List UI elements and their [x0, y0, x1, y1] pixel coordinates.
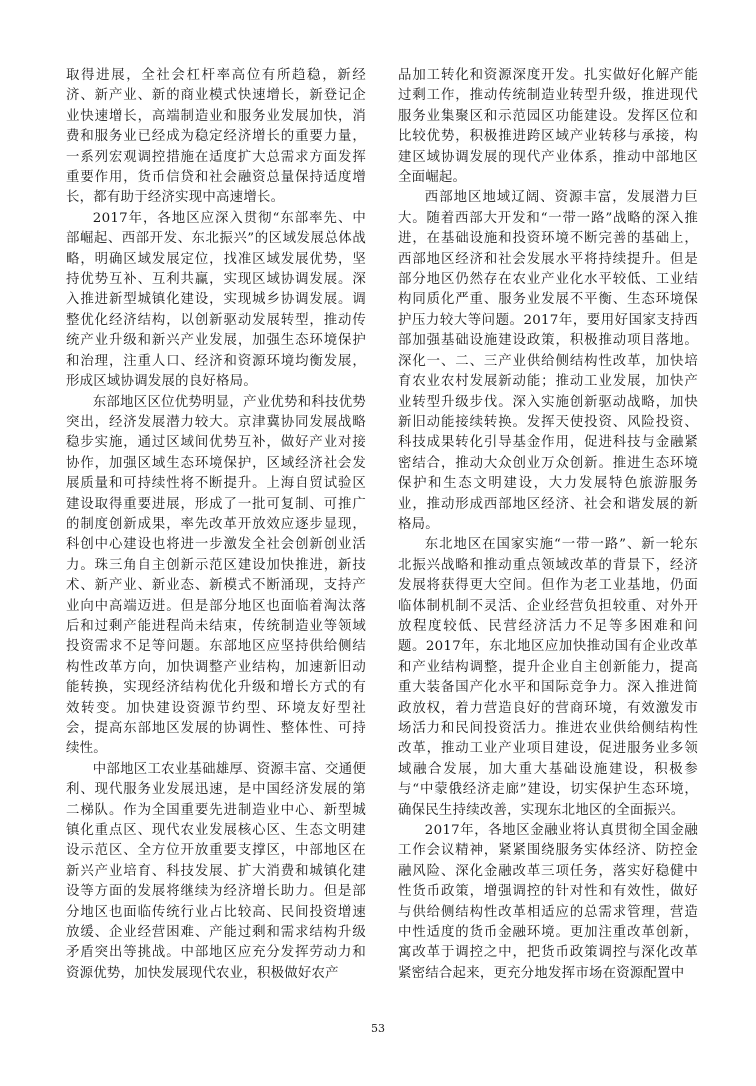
left-paragraph-4: 中部地区工农业基础雄厚、资源丰富、交通便利、现代服务业发展迅速，是中国经济发展的第二梯队。作为全国重要先进制造业中心、新型城镇化重点区、现代农业发展核心区、生态文明建设示范区、全方位开放重要支撑区，中部地区在新兴产业培育、科技发展、扩大消费和城镇化建设等方面的发展将继续为经济增长助力。但是部分地区也面临传统行业占比较高、民间投资增速放缓、企业经营困难、产能过剩和需求结构升级矛盾突出等挑战。中部地区应充分发挥劳动力和资源优势，加快发展现代农业，积极做好农产: [66, 761, 366, 981]
right-paragraph-3: 东北地区在国家实施“一带一路”、新一轮东北振兴战略和推动重点领域改革的背景下，经济发展将获得更大空间。但作为老工业基地，仍面临体制机制不灵活、企业经营负担较重、对外开放程度较低、民营经济活力不足等多困难和问题。2017年，东北地区应加快推动国有企业改革和产业结构调整，提升企业自主创新能力，提高重大装备国产化水平和国际竞争力。深入推进简政放权，着力营造良好的营商环境，有效激发市场活力和民间投资活力。推进农业供给侧结构性改革，推动工业产业项目建设，促进服务业多领域融合发展，加大重大基础设施建设，积极参与“中蒙俄经济走廊”建设，切实保护生态环境，确保民生持续改善，实现东北地区的全面振兴。: [398, 537, 698, 818]
left-paragraph-1: 取得进展，全社会杠杆率高位有所趋稳，新经济、新产业、新的商业模式快速增长，新登记企业快速增长，高端制造业和服务业发展加快，消费和服务业已经成为稳定经济增长的重要力量，一系列宏观调控措施在适度扩大总需求方面发挥重要作用，货币信贷和社会融资总量保持适度增长，都有助于经济实现中高速增长。: [66, 68, 366, 206]
page-number: 53: [371, 1022, 385, 1035]
right-paragraph-4: 2017年，各地区金融业将认真贯彻全国金融工作会议精神，紧紧围绕服务实体经济、防控金融风险、深化金融改革三项任务，落实好稳健中性货币政策，增强调控的针对性和有效性，做好与供给侧结构性改革相适应的总需求管理，营造中性适度的货币金融环境。更加注重改革创新，寓改革于调控之中，把货币政策调控与深化改革紧密结合起来，更充分地发挥市场在资源配置中: [398, 823, 698, 981]
left-paragraph-3: 东部地区区位优势明显，产业优势和科技优势突出，经济发展潜力较大。京津冀协同发展战略稳步实施，通过区域间优势互补，做好产业对接协作，加强区域生态环境保护，区域经济社会发展质量和可持续性将不断提升。上海自贸试验区建设取得重要进展，形成了一批可复制、可推广的制度创新成果，率先改革开放效应逐步显现，科创中心建设也将进一步激发全社会创新创业活力。珠三角自主创新示范区建设加快推进，新技术、新产业、新业态、新模式不断涌现，支持产业向中高端迈进。但是部分地区也面临着淘汰落后和过剩产能进程尚未结束，传统制造业等领域投资需求不足等问题。东部地区应坚持供给侧结构性改革方向，加快调整产业结构，加速新旧动能转换，实现经济结构优化升级和增长方式的有效转变。加快建设资源节约型、环境友好型社会，提高东部地区发展的协调性、整体性、可持续性。: [66, 394, 366, 757]
left-paragraph-2: 2017年，各地区应深入贯彻“东部率先、中部崛起、西部开发、东北振兴”的区域发展总体战略，明确区域发展定位，找准区域发展优势，坚持优势互补、互利共赢，实现区域协调发展。深入推进新型城镇化建设，实现城乡协调发展。调整优化经济结构，以创新驱动发展转型，推动传统产业升级和新兴产业发展，加强生态环境保护和治理，注重人口、经济和资源环境均衡发展，形成区域协调发展的良好格局。: [66, 210, 366, 390]
right-column: [398, 66, 698, 984]
right-paragraph-1: 品加工转化和资源深度开发。扎实做好化解产能过剩工作，推动传统制造业转型升级，推进现代服务业集聚区和示范园区功能建设。发挥区位和比较优势，积极推进跨区域产业转移与承接，构建区域协调发展的现代产业体系，推动中部地区全面崛起。: [398, 68, 698, 186]
right-paragraph-2: 西部地区地域辽阔、资源丰富，发展潜力巨大。随着西部大开发和“一带一路”战略的深入推进，在基础设施和投资环境不断完善的基础上，西部地区经济和社会发展水平将持续提升。但是部分地区仍然存在农业产业化水平较低、工业结构同质化严重、服务业发展不平衡、生态环境保护压力较大等问题。2017年，要用好国家支持西部加强基础设施建设政策，积极推动项目落地。深化一、二、三产业供给侧结构性改革，加快培育农业农村发展新动能；推动工业发展，加快产业转型升级步伐。深入实施创新驱动战略，加快新旧动能接续转换。发挥天使投资、风险投资、科技成果转化引导基金作用，促进科技与金融紧密结合，推动大众创业万众创新。推进生态环境保护和生态文明建设，大力发展特色旅游服务业，推动形成西部地区经济、社会和谐发展的新格局。: [398, 190, 698, 532]
left-column: [66, 66, 366, 984]
